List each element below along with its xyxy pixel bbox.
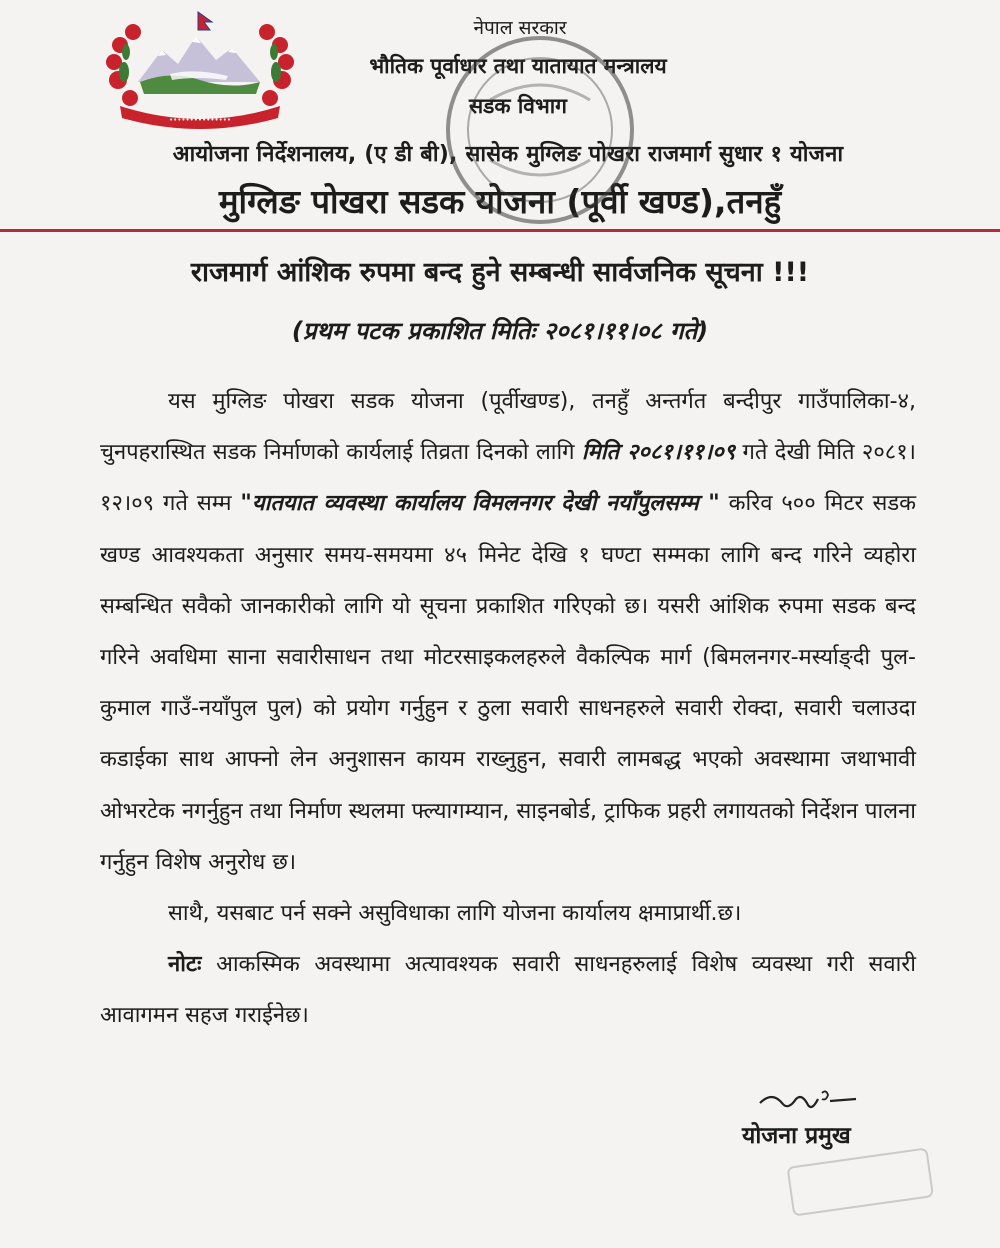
- signatory-stamp-icon: [780, 1140, 940, 1220]
- note-text: आकस्मिक अवस्थामा अत्यावश्यक सवारी साधनहरुलाई विशेष व्यवस्था गरी सवारी आवागमन सहज गराईनेछ।: [100, 952, 916, 1029]
- notice-title: राजमार्ग आंशिक रुपमा बन्द हुने सम्बन्धी सार्वजनिक सूचना !!!: [190, 257, 810, 288]
- notice-body: [100, 376, 916, 1042]
- svg-text:•••••••••••••••: •••••••••••••••: [169, 116, 231, 124]
- road-section: "यातयात व्यवस्था कार्यालय विमलनगर देखी नयाँपुलसम्म ": [240, 491, 720, 517]
- body-text: गते देखी: [735, 440, 818, 466]
- start-date: मिति २०८१।११।०९: [581, 440, 736, 466]
- body-paragraph-2: साथै, यसबाट पर्न सक्ने असुविधाका लागि योजना कार्यालय क्षमाप्रार्थी.छ।: [168, 901, 742, 927]
- body-text: करिव ५०० मिटर सडक खण्ड आवश्यकता अनुसार समय-समयमा ४५ मिनेट देखि १ घण्टा सम्मका लागि बन्द गरिने व्यहोरा सम्बन्धित सवैको जानकारीको लागि यो सूचना प्रकाशित गरिएको छ। यसरी आंशिक रुपमा सडक बन्द गरिने अवधिमा साना सवारीसाधन तथा मोटरसाइकलहरुले वैकल्पिक मार्ग (बिमलनगर-मर्स्याङ्दी पुल-कुमाल गाउँ-नयाँपुल पुल) को प्रयोग गर्नुहुन र ठुला सवारी साधनहरुले सवारी रोक्दा, सवारी चलाउदा कडाईका साथ आफ्नो लेन अनुशासन कायम राख्नुहुन, सवारी लामबद्ध भएको अवस्थामा जथाभावी ओभरटेक नगर्नुहुन तथा निर्माण स्थलमा फ्ल्यागम्यान, साइनबोर्ड, ट्राफिक प्रहरी लगायतको निर्देशन पालना गर्नुहुन विशेष अनुरोध छ।: [100, 491, 916, 875]
- header-divider: [0, 229, 1000, 232]
- body-text: गते सम्म: [154, 491, 241, 517]
- signatory-title: योजना प्रमुख: [742, 1123, 851, 1149]
- body-paragraph-1: [100, 376, 916, 888]
- official-stamp-icon: [420, 20, 660, 240]
- body-text: यस मुग्लिङ पोखरा सडक योजना (पूर्वीखण्ड), तनहुँ अन्तर्गत बन्दीपुर गाउँपालिका-४, चुनपहरास्थित सडक निर्माणको कार्यलाई तिव्रता दिनको लागि: [100, 389, 916, 466]
- note-label: नोटः: [168, 952, 202, 978]
- note-paragraph: [100, 939, 916, 1041]
- end-date: मिति २०८१।१२।०९: [100, 440, 916, 517]
- publication-date: (प्रथम पटक प्रकाशित मितिः २०८१।११।०८ गते): [291, 317, 709, 345]
- directorate-name: आयोजना निर्देशनालय, (ए डी बी), सासेक मुग्लिङ पोखरा राजमार्ग सुधार १ योजना: [172, 142, 844, 167]
- ministry-name: भौतिक पूर्वाधार तथा यातायात मन्त्रालय: [369, 54, 667, 78]
- project-name: मुग्लिङ पोखरा सडक योजना (पूर्वी खण्ड),तनहुँ: [218, 182, 782, 221]
- government-name: नेपाल सरकार: [473, 17, 567, 39]
- department-name: सडक विभाग: [468, 94, 567, 118]
